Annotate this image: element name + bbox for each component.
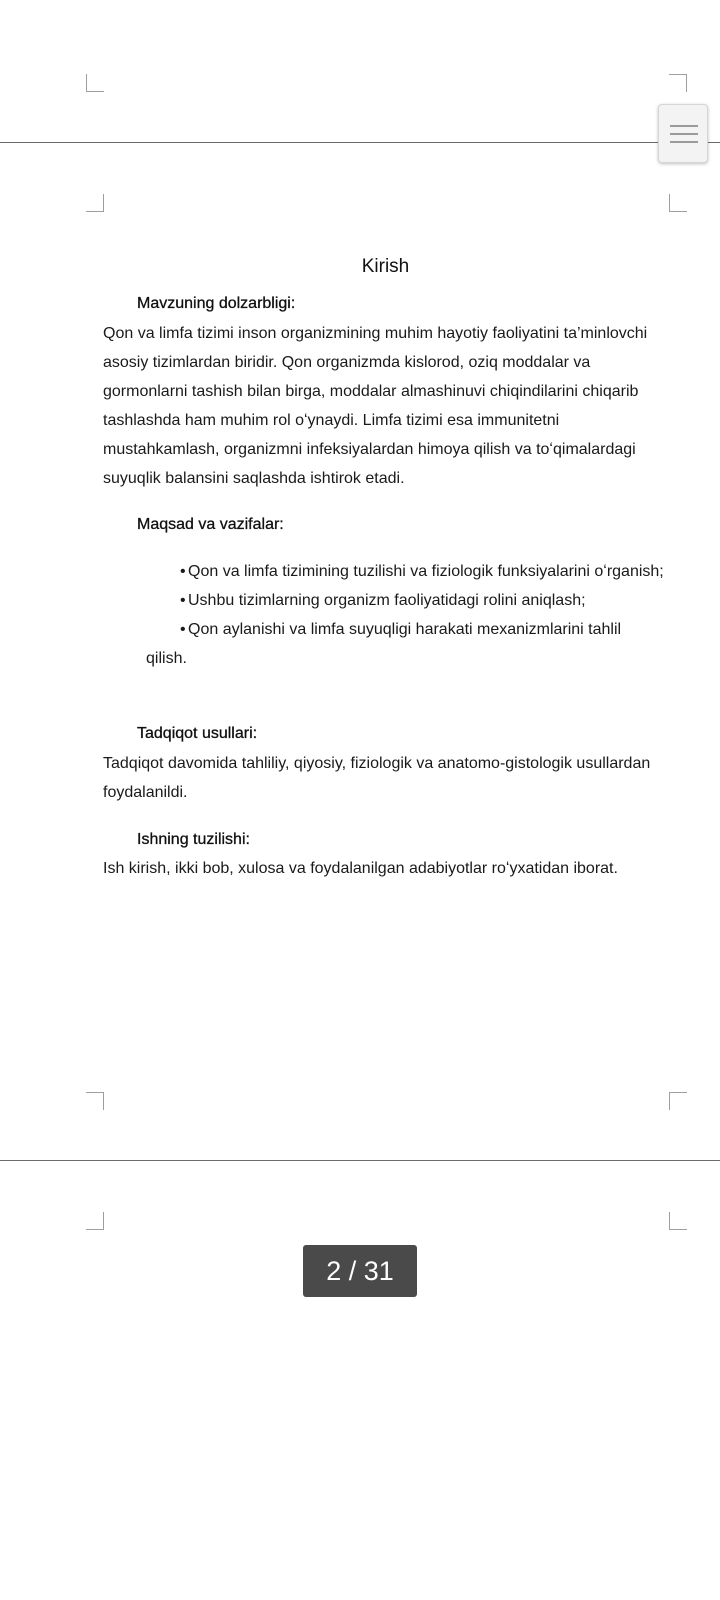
bullet-icon: • — [180, 621, 186, 638]
list-item — [146, 586, 666, 615]
section-paragraph: Qon va limfa tizimi inson organizmining muhim hayotiy faoliyatini ta’minlovchi asosiy tizimlardan biridir. Qon organizmda kislorod, oziq moddalar va gormonlarni tashish bilan birga, moddalar almashinuvi chiqindilarini chiqarib tashlashda ham muhim rol oʻynaydi. Limfa tizimi esa immunitetni mustahkamlash, organizmni infeksiyalardan himoya qilish va toʻqimalardagi suyuqlik balansini saqlashda ishtirok etadi. — [103, 325, 648, 487]
page-indicator: 2 / 31 — [303, 1245, 417, 1297]
menu-bar — [670, 125, 698, 127]
section-heading: Ishning tuzilishi: — [137, 831, 250, 848]
page-corner-mark — [86, 74, 104, 92]
document-title: Kirish — [361, 256, 410, 277]
page-corner-mark — [86, 1212, 104, 1230]
page-corner-mark — [669, 1092, 687, 1110]
menu-bar — [670, 133, 698, 135]
page-break-line — [0, 142, 720, 143]
page-break-line — [0, 1160, 720, 1161]
bullet-icon: • — [180, 563, 186, 580]
bullet-list — [146, 557, 666, 673]
menu-bar — [670, 141, 698, 143]
list-item-text: Ushbu tizimlarning organizm faoliyatidagi rolini aniqlash; — [188, 592, 586, 609]
page-corner-mark — [669, 74, 687, 92]
list-item-text: Qon aylanishi va limfa suyuqligi harakati mexanizmlarini tahlil qilish. — [146, 621, 622, 667]
page-corner-mark — [669, 194, 687, 212]
bullet-icon: • — [180, 592, 186, 609]
page-corner-mark — [669, 1212, 687, 1230]
page-corner-mark — [86, 1092, 104, 1110]
page-corner-mark — [86, 194, 104, 212]
section-heading: Maqsad va vazifalar: — [137, 516, 284, 533]
section-heading: Mavzuning dolzarbligi: — [137, 295, 296, 312]
list-item — [146, 615, 666, 673]
section-paragraph: Tadqiqot davomida tahliliy, qiyosiy, fiziologik va anatomo-gistologik usullardan foydalanildi. — [103, 755, 651, 801]
list-item-text: Qon va limfa tizimining tuzilishi va fiziologik funksiyalarini oʻrganish; — [188, 563, 664, 580]
section-heading: Tadqiqot usullari: — [137, 725, 258, 742]
hamburger-menu-icon[interactable] — [658, 104, 708, 163]
section-paragraph: Ish kirish, ikki bob, xulosa va foydalanilgan adabiyotlar roʻyxatidan iborat. — [103, 860, 618, 877]
list-item — [146, 557, 666, 586]
